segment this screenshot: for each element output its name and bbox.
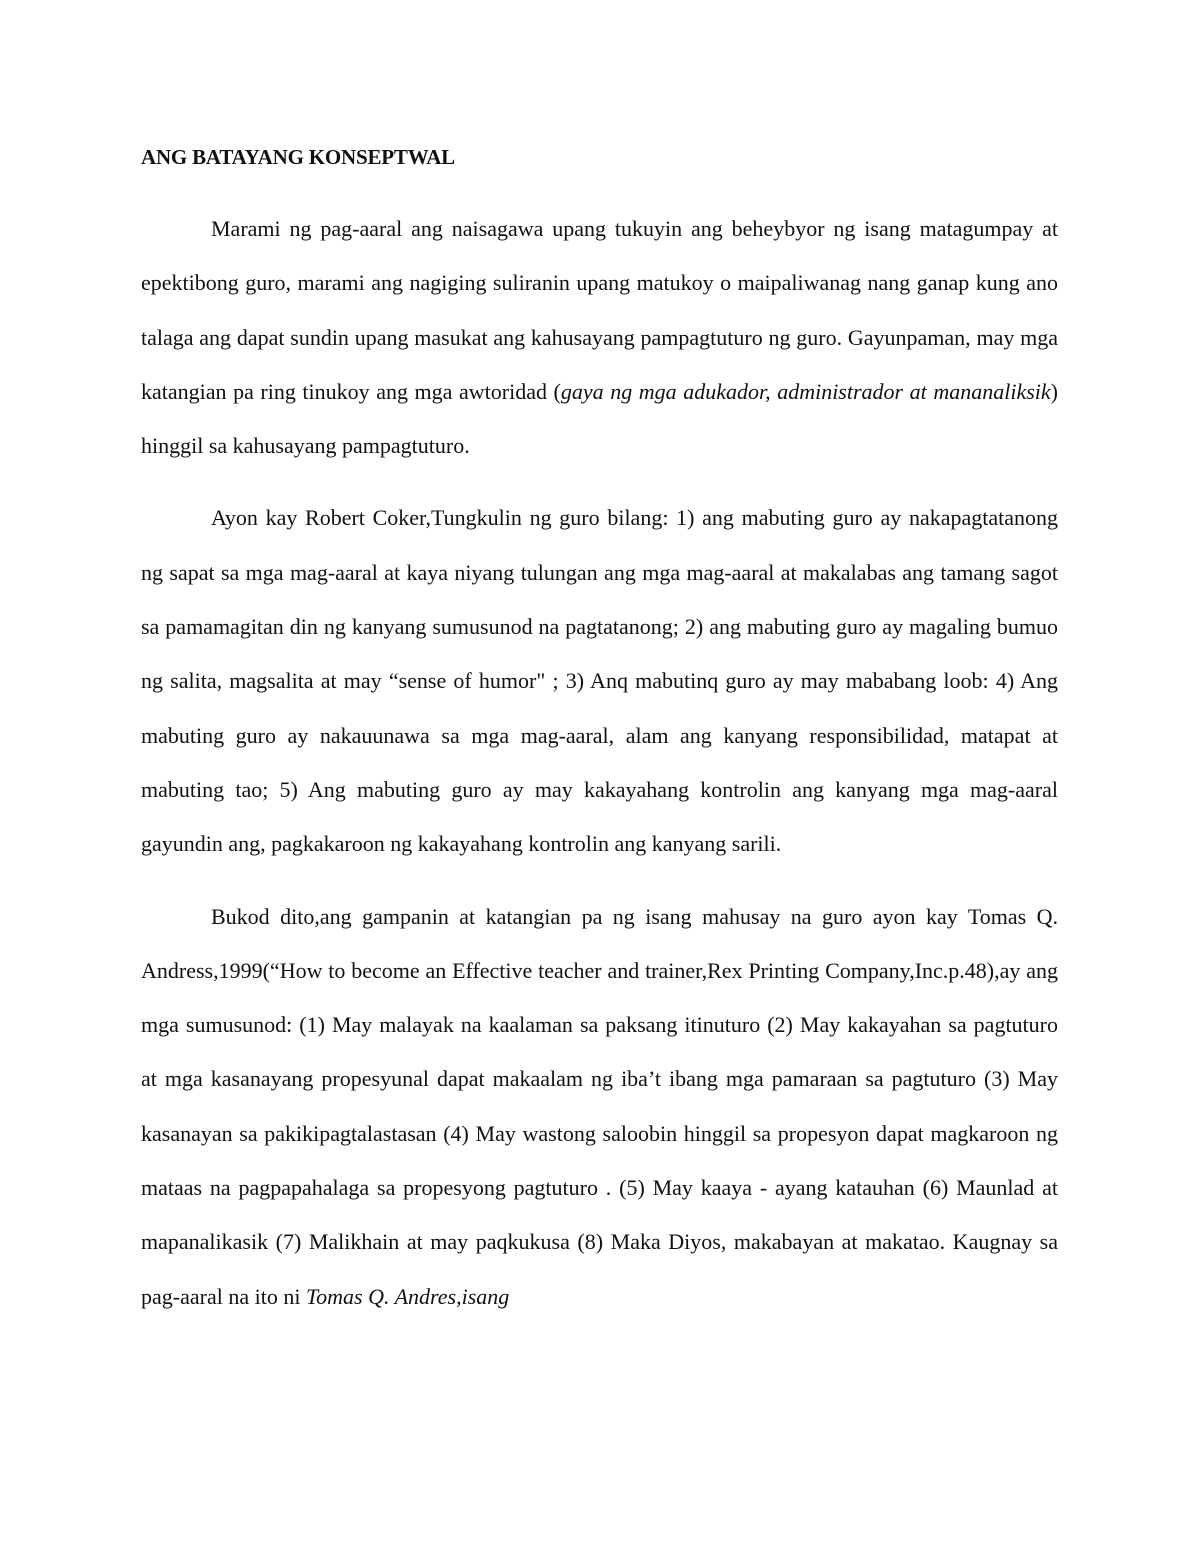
document-page (141, 140, 1058, 1342)
paragraph-1-text-b: ) hinggil sa kahusayang pampagtuturo. (141, 378, 1058, 459)
paragraph-1-italic: gaya ng mga adukador, administrador at mananaliksik (560, 378, 1051, 404)
paragraph-1-text-a: Marami ng pag-aaral ang naisagawa upang tukuyin ang beheybyor ng isang matagumpay at epektibong guro, marami ang nagiging suliranin upang matukoy o maipaliwanag nang ganap kung ano talaga ang dapat sundin upang masukat ang kahusayang pampagtuturo ng guro. Gayunpaman, may mga katangian pa ring tinukoy ang mga awtoridad ( (141, 216, 1058, 404)
paragraph-3-italic: Tomas Q. Andres,isang (305, 1283, 510, 1309)
paragraph-3 (141, 890, 1058, 1324)
document-heading: ANG BATAYANG KONSEPTWAL (141, 145, 455, 169)
paragraph-2 (141, 491, 1058, 871)
paragraph-2-text: Ayon kay Robert Coker,Tungkulin ng guro bilang: 1) ang mabuting guro ay nakapagtatanong ng sapat sa mga mag-aaral at kaya niyang tulungan ang mga mag-aaral at makalabas ang tamang sagot sa pamamagitan din ng kanyang sumusunod na pagtatanong; 2) ang mabuting guro ay magaling bumuo ng salita, magsalita at may “sense of humor" ; 3) Anq mabutinq guro ay may mababang loob: 4) Ang mabuting guro ay nakauunawa sa mga mag-aaral, alam ang kanyang responsibilidad, matapat at mabuting tao; 5) Ang mabuting guro ay may kakayahang kontrolin ang kanyang mga mag-aaral gayundin ang, pagkakaroon ng kakayahang kontrolin ang kanyang sarili. (141, 505, 1058, 857)
paragraph-3-text-a: Bukod dito,ang gampanin at katangian pa ng isang mahusay na guro ayon kay Tomas Q. Andress,1999(“How to become an Effective teacher and trainer,Rex Printing Company,Inc.p.48),ay ang mga sumusunod: (1) May malayak na kaalaman sa paksang itinuturo (2) May kakayahan sa pagtuturo at mga kasanayang propesyunal dapat makaalam ng iba’t ibang mga pamaraan sa pagtuturo (3) May kasanayan sa pakikipagtalastasan (4) May wastong saloobin hinggil sa propesyon dapat magkaroon ng mataas na pagpapahalaga sa propesyong pagtuturo . (5) May kaaya - ayang katauhan (6) Maunlad at mapanalikasik (7) Malikhain at may paqkukusa (8) Maka Diyos, makabayan at makatao. Kaugnay sa pag-aaral na ito ni (141, 903, 1058, 1309)
paragraph-1 (141, 202, 1058, 473)
